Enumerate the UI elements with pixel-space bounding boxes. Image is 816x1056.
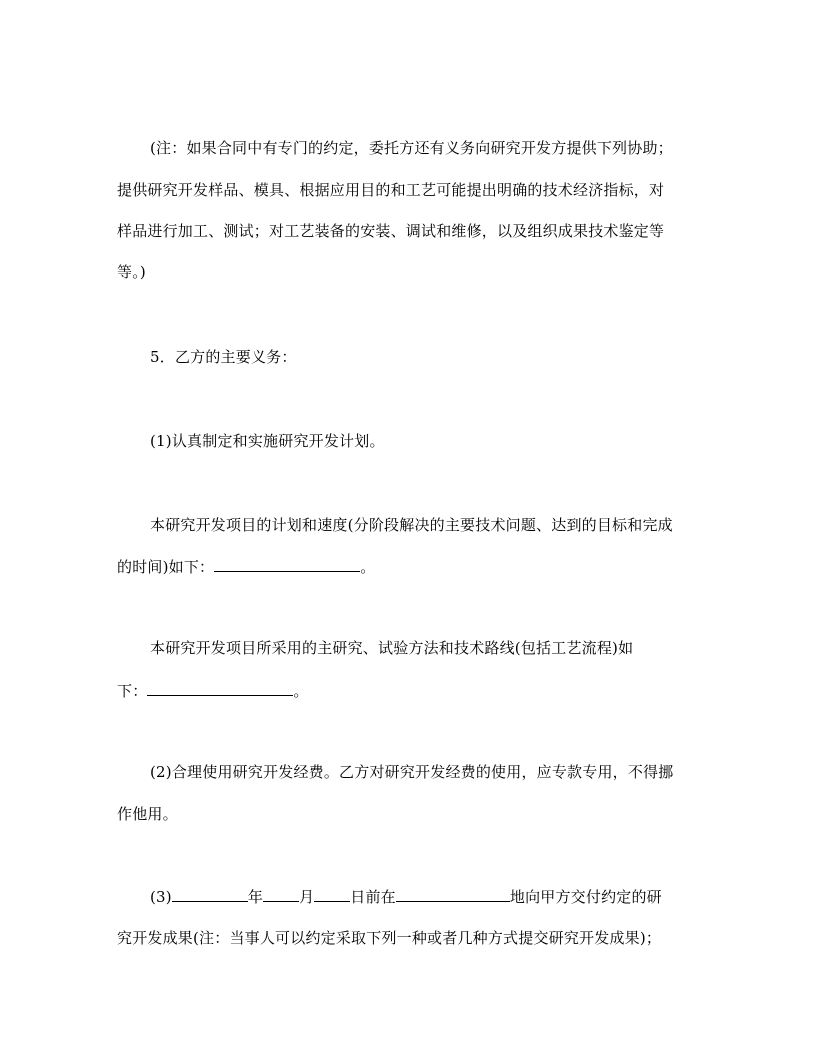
month-label: 月: [299, 888, 315, 906]
note-line-1: (注：如果合同中有专门的约定，委托方还有义务向研究开发方提供下列协助；: [150, 139, 673, 157]
plan-line-2-suffix: 。: [360, 558, 376, 576]
method-line-2-suffix: 。: [293, 682, 309, 700]
item-3-line-1: [150, 886, 662, 907]
item-2-line-1: (2)合理使用研究开发经费。乙方对研究开发经费的使用，应专款专用，不得挪: [150, 763, 674, 781]
item-3-end: 地向甲方交付约定的研: [509, 888, 662, 906]
method-blank-field[interactable]: [147, 680, 293, 696]
location-blank-field[interactable]: [396, 886, 510, 902]
day-blank-field[interactable]: [314, 886, 350, 902]
method-line-2-prefix: 下：: [117, 682, 148, 700]
method-line-2: [117, 680, 309, 701]
item-3-start: (3): [150, 888, 172, 906]
method-line-1: 本研究开发项目所采用的主研究、试验方法和技术路线(包括工艺流程)如: [150, 639, 634, 657]
item-1: (1)认真制定和实施研究开发计划。: [150, 432, 385, 450]
item-2-line-2: 作他用。: [117, 805, 178, 823]
note-line-4: 等。): [117, 263, 146, 281]
day-before-at-label: 日前在: [350, 888, 396, 906]
section-heading: 5．乙方的主要义务：: [150, 348, 297, 366]
plan-line-1: 本研究开发项目的计划和速度(分阶段解决的主要技术问题、达到的目标和完成: [150, 516, 673, 534]
item-3-line-2: 究开发成果(注：当事人可以约定采取下列一种或者几种方式提交研究开发成果)；: [117, 929, 662, 947]
year-blank-field[interactable]: [172, 886, 248, 902]
month-blank-field[interactable]: [263, 886, 299, 902]
plan-blank-field[interactable]: [214, 556, 360, 572]
note-line-3: 样品进行加工、测试；对工艺装备的安装、调试和维修，以及组织成果技术鉴定等: [117, 222, 665, 240]
plan-line-2: [117, 556, 375, 577]
plan-line-2-prefix: 的时间)如下：: [117, 558, 215, 576]
year-label: 年: [247, 888, 264, 906]
note-line-2: 提供研究开发样品、模具、根据应用目的和工艺可能提出明确的技术经济指标，对: [117, 181, 665, 199]
